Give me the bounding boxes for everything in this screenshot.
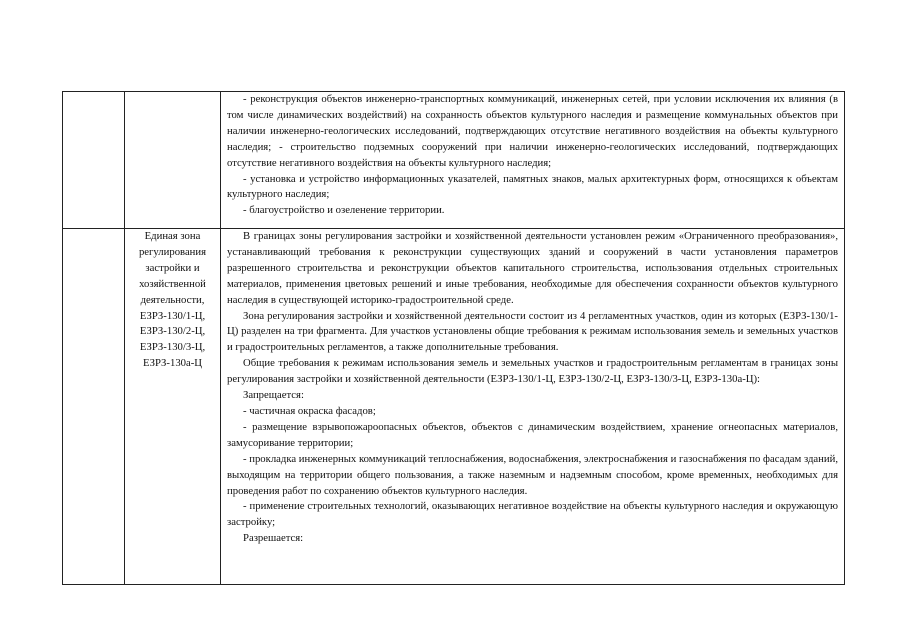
paragraph: - благоустройство и озеленение территории. xyxy=(243,204,445,217)
requirements-cell xyxy=(221,92,845,229)
zone-cell xyxy=(125,229,221,585)
paragraph: Общие требования к режимам использования земель и земельных участков и градостроительным регламентам в границах зоны регулирования застройки и хозяйственной деятельности (ЕЗРЗ-130/1-Ц, ЕЗРЗ-130/2-Ц, ЕЗРЗ-130/3-Ц, ЕЗРЗ-130а-Ц): xyxy=(227,357,838,386)
requirements-text xyxy=(221,229,844,547)
table-row xyxy=(63,92,845,229)
paragraph: В границах зоны регулирования застройки и хозяйственной деятельности установлен режим «Ограниченного преобразования», устанавливающий требования к реконструкции существующих зданий и сооружений в части установления параметров разрешенного строительства и реконструкции объектов капитального строительства, использования отдельных строительных материалов, применения цветовых решений и иные требования, необходимые для обеспечения сохранности объектов культурного наследия в существующей историко-градостроительной среде. xyxy=(227,230,838,306)
requirements-cell xyxy=(221,229,845,585)
paragraph: Запрещается: xyxy=(243,389,304,402)
paragraph: - установка и устройство информационных указателей, памятных знаков, малых архитектурных форм, относящихся к объектам культурного наследия; xyxy=(227,172,838,201)
paragraph: - применение строительных технологий, оказывающих негативное воздействие на объекты культурного наследия и окружающую застройку; xyxy=(227,500,838,529)
number-cell xyxy=(63,229,125,585)
paragraph: - частичная окраска фасадов; xyxy=(243,404,376,417)
requirements-text xyxy=(221,92,844,219)
paragraph: - размещение взрывопожароопасных объектов, объектов с динамическим воздействием, хранение огнеопасных материалов, замусоривание территории; xyxy=(227,420,838,449)
paragraph: Разрешается: xyxy=(243,532,304,545)
zone-cell xyxy=(125,92,221,229)
regulations-table xyxy=(62,91,845,585)
number-cell xyxy=(63,92,125,229)
paragraph: - прокладка инженерных коммуникаций теплоснабжения, водоснабжения, электроснабжения и газоснабжения по фасадам зданий, выходящим на территории общего пользования, а также наземным и надземным способом, кроме временных, необходимых для проведения работ по сохранению объектов культурного наследия. xyxy=(227,452,838,497)
table-row xyxy=(63,229,845,585)
document-page xyxy=(62,91,844,583)
zone-name: Единая зона регулирования застройки и хозяйственной деятельности, ЕЗРЗ-130/1-Ц, ЕЗРЗ-130/2-Ц, ЕЗРЗ-130/3-Ц, ЕЗРЗ-130а-Ц xyxy=(138,230,207,370)
paragraph: Зона регулирования застройки и хозяйственной деятельности состоит из 4 регламентных участков, один из которых (ЕЗРЗ-130/1-Ц) разделен на три фрагмента. Для участков установлены общие требования к режимам использования земель и земельных участков и градостроительных регламентов, а также дополнительные требования. xyxy=(227,309,838,354)
paragraph: - реконструкция объектов инженерно-транспортных коммуникаций, инженерных сетей, при условии исключения их влияния (в том числе динамических воздействий) на сохранность объектов культурного наследия и размещение коммунальных объектов при наличии инженерно-геологических исследований, подтверждающих отсутствие негативного воздействия на объекты культурного наследия; - строительство подземных сооружений при наличии инженерно-геологических исследований, подтверждающих отсутствие негативного воздействия на объекты культурного наследия; xyxy=(227,93,838,169)
